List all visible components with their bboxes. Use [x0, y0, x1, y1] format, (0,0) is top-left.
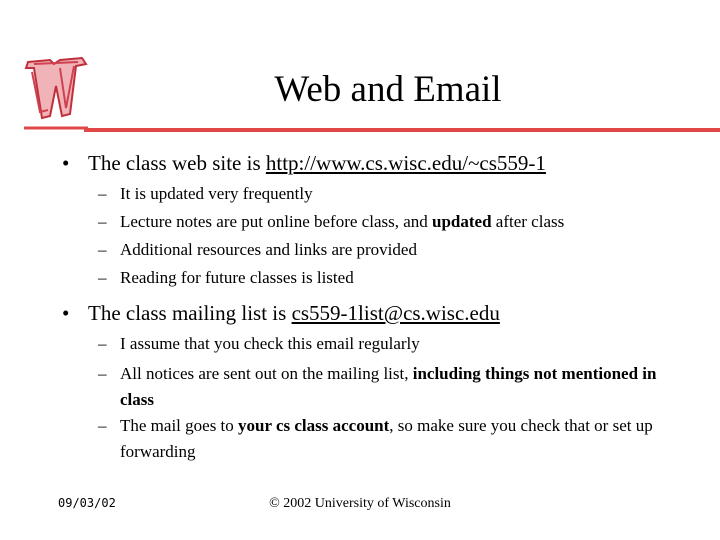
text-part: Lecture notes are put online before class, and [120, 212, 433, 231]
bold-text: updated [432, 212, 492, 231]
sub-bullet-text [120, 361, 660, 413]
bullet-marker: • [62, 151, 70, 175]
text-part: The mail goes to [120, 416, 239, 435]
bullet-text [88, 150, 546, 176]
sub-bullet-text [120, 209, 680, 235]
footer-date: 09/03/02 [58, 496, 116, 510]
bullet-marker: • [62, 301, 70, 325]
web-site-link[interactable]: http://www.cs.wisc.edu/~cs559-1 [265, 151, 546, 175]
sub-bullet-text: Additional resources and links are provided [120, 240, 417, 259]
slide-title: Web and Email [274, 69, 502, 110]
dash-marker: – [98, 240, 107, 259]
bullet-prefix: The class mailing list is [88, 301, 292, 325]
bullet-prefix: The class web site is [88, 151, 266, 175]
sub-bullet-text: I assume that you check this email regularly [120, 334, 420, 353]
dash-marker: – [98, 184, 107, 203]
mailing-list-link[interactable]: cs559-1list@cs.wisc.edu [291, 301, 500, 325]
sub-bullet-text [120, 413, 680, 465]
dash-marker: – [98, 268, 107, 287]
bold-text: including things not mentioned in class [120, 364, 657, 409]
sub-bullet-text: It is updated very frequently [120, 184, 313, 203]
bold-text: your cs class account [238, 416, 390, 435]
text-part: after class [491, 212, 565, 231]
dash-marker: – [98, 364, 107, 383]
text-part: , so make sure you check that or set up forwarding [120, 416, 653, 461]
dash-marker: – [98, 416, 107, 435]
sub-bullet-text: Reading for future classes is listed [120, 268, 354, 287]
dash-marker: – [98, 334, 107, 353]
footer-copyright: © 2002 University of Wisconsin [269, 496, 451, 511]
title-rule [84, 128, 720, 132]
text-part: All notices are sent out on the mailing list, [120, 364, 413, 383]
bullet-text [88, 300, 500, 326]
dash-marker: – [98, 212, 107, 231]
